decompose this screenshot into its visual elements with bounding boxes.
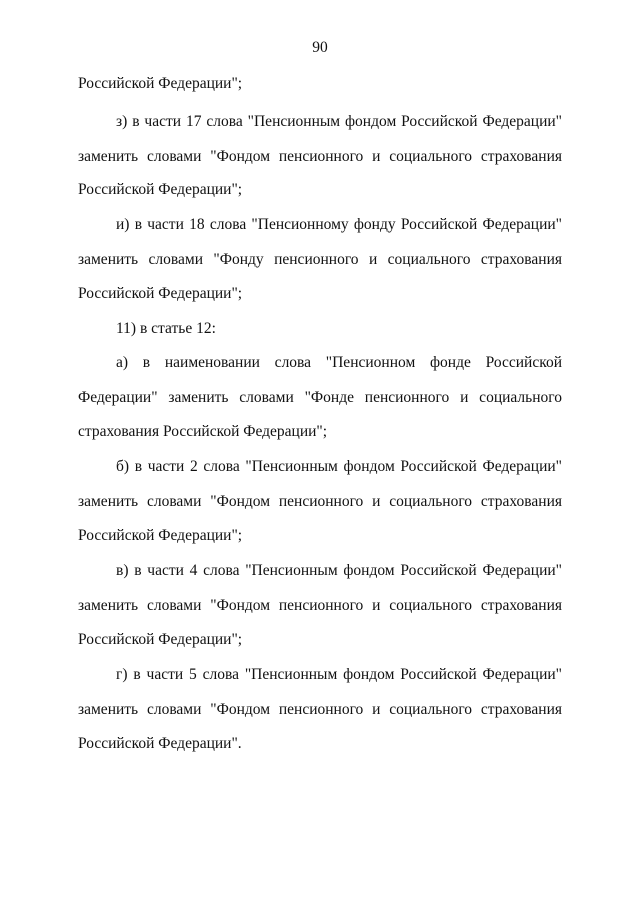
text-line: и) в части 18 слова "Пенсионному фонду Российской Федерации" [116,216,562,233]
text-line: страхования Российской Федерации"; [78,423,328,440]
text-line: в) в части 4 слова "Пенсионным фондом Российской Федерации" [116,562,562,579]
text-line: Российской Федерации"; [78,75,243,92]
text-line: Российской Федерации". [78,735,242,752]
section-heading: 11) в статье 12: [116,320,216,337]
text-line: Российской Федерации"; [78,285,243,302]
text-line: Российской Федерации"; [78,181,243,198]
text-line: заменить словами "Фондом пенсионного и социального страхования [78,148,562,165]
text-line: заменить словами "Фонду пенсионного и социального страхования [78,251,562,268]
text-line: з) в части 17 слова "Пенсионным фондом Российской Федерации" [116,113,562,130]
text-line: Российской Федерации"; [78,631,243,648]
text-line: а) в наименовании слова "Пенсионном фонде Российской [116,354,562,371]
text-line: б) в части 2 слова "Пенсионным фондом Российской Федерации" [116,458,562,475]
text-line: заменить словами "Фондом пенсионного и социального страхования [78,597,562,614]
text-line: заменить словами "Фондом пенсионного и социального страхования [78,701,562,718]
text-line: Федерации" заменить словами "Фонде пенсионного и социального [78,389,562,406]
text-line: заменить словами "Фондом пенсионного и социального страхования [78,493,562,510]
text-line: г) в части 5 слова "Пенсионным фондом Российской Федерации" [116,666,562,683]
text-line: Российской Федерации"; [78,527,243,544]
page-number: 90 [312,39,328,56]
